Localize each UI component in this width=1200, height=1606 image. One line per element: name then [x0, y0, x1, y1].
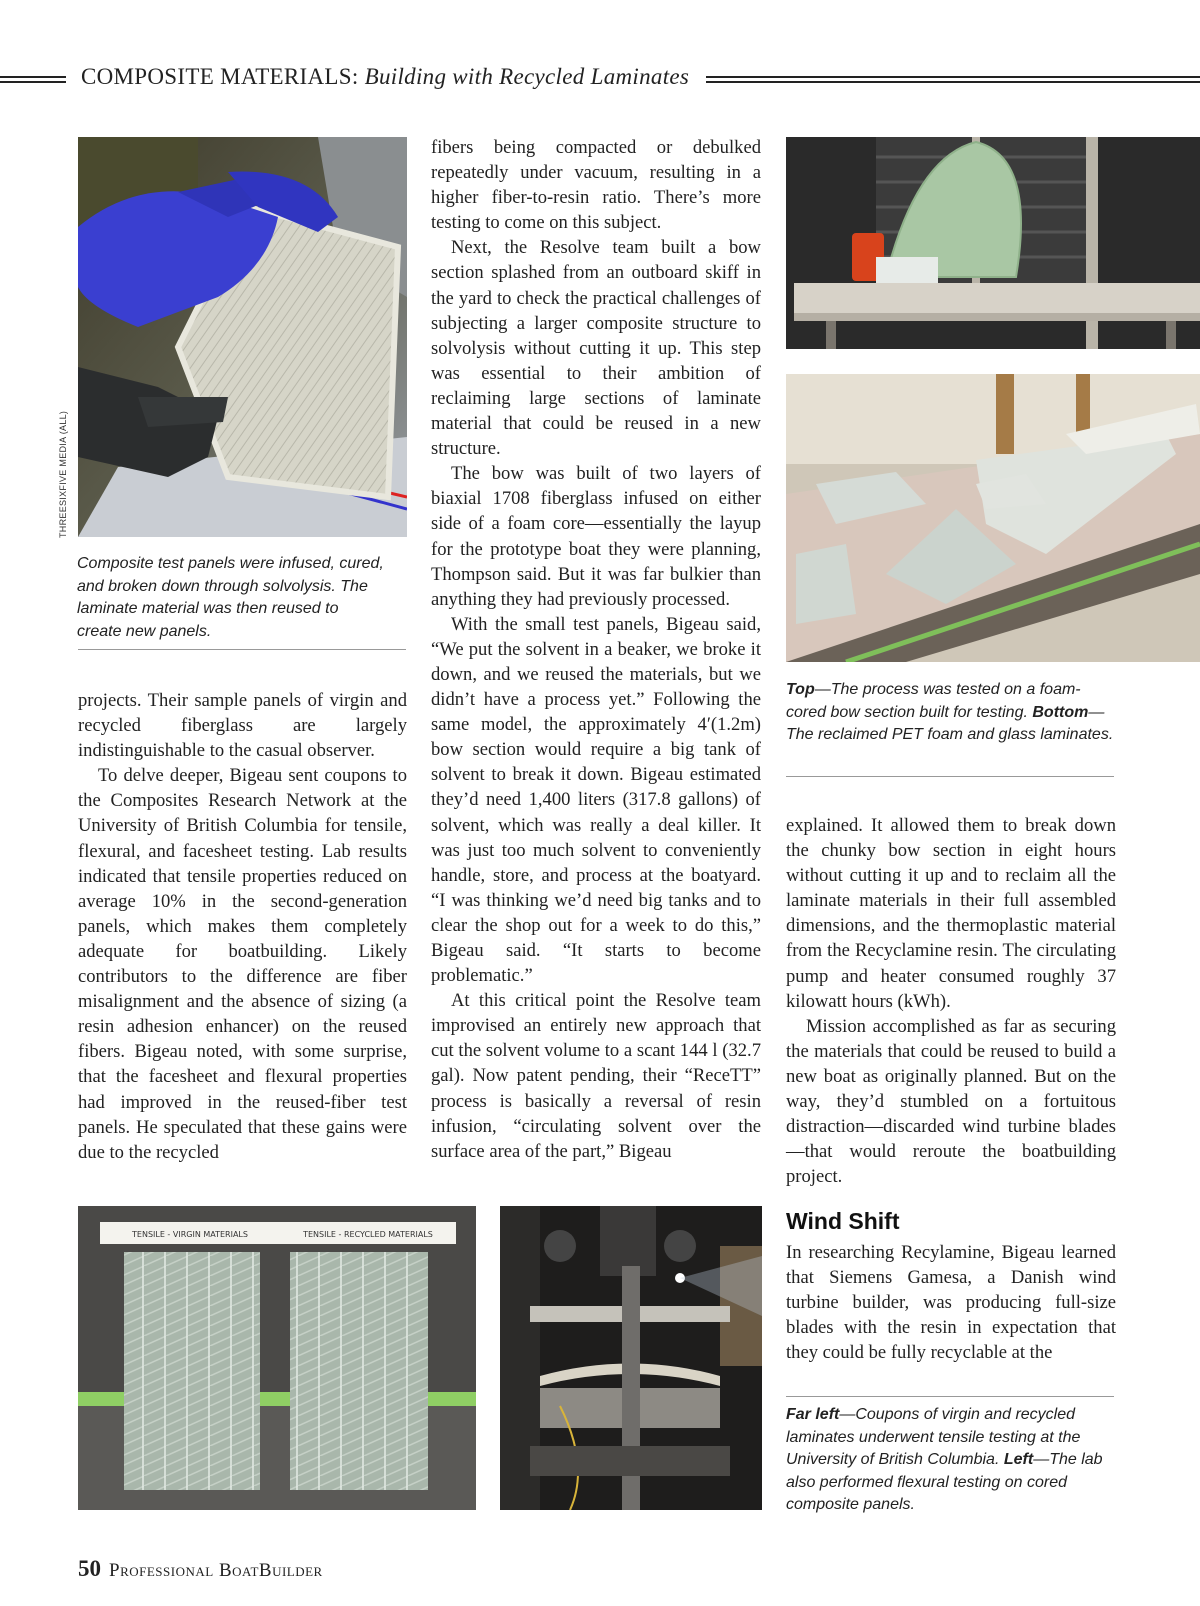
caption-text-top: —The process was tested on a foam-cored bow section built for testing.	[786, 681, 1081, 721]
body-column-2	[431, 135, 761, 1164]
photo-reclaimed-foam-laminates	[786, 374, 1200, 662]
paragraph: fibers being compacted or debulked repeatedly under vacuum, resulting in a higher fiber-to-resin ratio. There’s more testing to come on this subject.	[431, 137, 761, 234]
caption-text-left: —The lab also performed flexural testing on cored composite panels.	[786, 1451, 1103, 1513]
paragraph: At this critical point the Resolve team improvised an entirely new approach that cut the solvent volume to a scant 144 l (32.7 gal). Now patent pending, their “ReceTT” process is basically a reversal of resin infusion, “circulating solvent over the surface area of the part,” Bigeau	[431, 990, 761, 1162]
caption-label-bottom: Bottom	[1032, 703, 1089, 721]
photo-credit: THREESIXFIVE MEDIA (ALL)	[58, 410, 68, 538]
caption-rule-right	[786, 776, 1114, 777]
caption-label-top: Top	[786, 681, 815, 698]
header-section: COMPOSITE MATERIALS:	[81, 64, 359, 89]
header-subtitle: Building with Recycled Laminates	[364, 64, 690, 89]
photo-tensile-coupons-svg	[78, 1206, 476, 1510]
magazine-name: Professional BoatBuilder	[109, 1560, 323, 1581]
paragraph: explained. It allowed them to break down the chunky bow section in eight hours without cutting it up and to reclaim all the laminate materials in their full assembled dimensions, and the thermoplastic material from the Recyclamine resin. The circulating pump and heater consumed roughly 37 kilowatt hours (kWh).	[786, 815, 1116, 1012]
photo-flexural-test-rig	[500, 1206, 762, 1510]
caption-rule-bottom	[786, 1396, 1114, 1397]
page-footer	[78, 1556, 323, 1582]
body-column-3	[786, 813, 1116, 1189]
photo-tensile-coupons	[78, 1206, 476, 1510]
coupon-label-virgin: TENSILE - VIRGIN MATERIALS	[132, 1230, 248, 1239]
page-number: 50	[78, 1556, 101, 1581]
body-column-1	[78, 688, 407, 1165]
photo-gloved-hands-svg	[78, 137, 407, 537]
subhead-wind-shift: Wind Shift	[786, 1208, 900, 1234]
paragraph: In researching Recylamine, Bigeau learned that Siemens Gamesa, a Danish wind turbine builder, was producing full-size blades with the resin in expectation that they could be fully recyclable at the	[786, 1242, 1116, 1364]
paragraph: Next, the Resolve team built a bow section splashed from an outboard skiff in the yard to check the practical challenges of subjecting a larger composite structure to solvolysis without cutting it up. This step was essential to their ambition of reclaiming large sections of laminate material that could be reused in a new structure.	[431, 237, 761, 460]
caption-bow-and-reclaimed	[786, 679, 1116, 747]
body-column-3-continued	[786, 1240, 1116, 1365]
coupon-label-recycled: TENSILE - RECYCLED MATERIALS	[303, 1230, 433, 1239]
caption-tensile-flexural	[786, 1404, 1116, 1517]
photo-gloved-hands-panel	[78, 137, 407, 537]
caption-label-far-left: Far left	[786, 1406, 840, 1423]
header-rule-right	[706, 76, 1200, 83]
paragraph: The bow was built of two layers of biaxial 1708 fiberglass infused on either side of a foam core—essentially the layup for the prototype boat they were planning, Thompson said. But it was far bulkier than anything they had previously processed.	[431, 463, 761, 610]
photo-flexural-rig-svg	[500, 1206, 762, 1510]
paragraph: With the small test panels, Bigeau said, “We put the solvent in a beaker, we broke it down, and we reused the materials, but we didn’t have a process yet.” Following the same model, the approximately 4′(1.2m) bow section would require a big tank of solvent to break it down. Bigeau estimated they’d need 1,400 liters (317.8 gallons) of solvent, which was really a deal killer. It was just too much solvent to conveniently handle, store, and process at the boatyard. “I was thinking we’d need big tanks and to clear the shop out for a week to do this,” Bigeau said. “It starts to become problematic.”	[431, 613, 761, 987]
caption-label-left: Left	[1003, 1451, 1034, 1468]
caption-text-bottom: —The reclaimed PET foam and glass laminates.	[786, 703, 1114, 743]
header-rule-left	[0, 76, 66, 83]
caption-rule	[78, 649, 406, 650]
caption-test-panels: Composite test panels were infused, cured, and broken down through solvolysis. The laminate material was then reused to create new panels.	[77, 555, 384, 640]
photo-bow-section	[786, 137, 1200, 349]
header-title	[81, 64, 689, 90]
photo-reclaimed-svg	[786, 374, 1200, 662]
running-header	[0, 62, 1200, 96]
paragraph: projects. Their sample panels of virgin and recycled fiberglass are largely indistinguishable to the casual observer.	[78, 690, 407, 762]
paragraph: To delve deeper, Bigeau sent coupons to the Composites Research Network at the University of British Columbia for tensile, flexural, and facesheet testing. Lab results indicated that tensile properties reduced on average 10% in the second-generation panels, which makes them completely adequate for boatbuilding. Likely contributors to the difference are fiber misalignment and the absence of sizing (a resin adhesion enhancer) on the reused fibers. Bigeau noted, with some surprise, that the facesheet and flexural properties had improved in the reused-fiber test panels. He speculated that these gains were due to the recycled	[78, 765, 407, 1163]
photo-bow-section-svg	[786, 137, 1200, 349]
caption-text-far-left: —Coupons of virgin and recycled laminates underwent tensile testing at the University of British Columbia.	[786, 1406, 1081, 1468]
paragraph: Mission accomplished as far as securing the materials that could be reused to build a new boat as originally planned. But on the way, they’d stumbled on a fortuitous distraction—discarded wind turbine blades—that would reroute the boatbuilding project.	[786, 1015, 1116, 1188]
